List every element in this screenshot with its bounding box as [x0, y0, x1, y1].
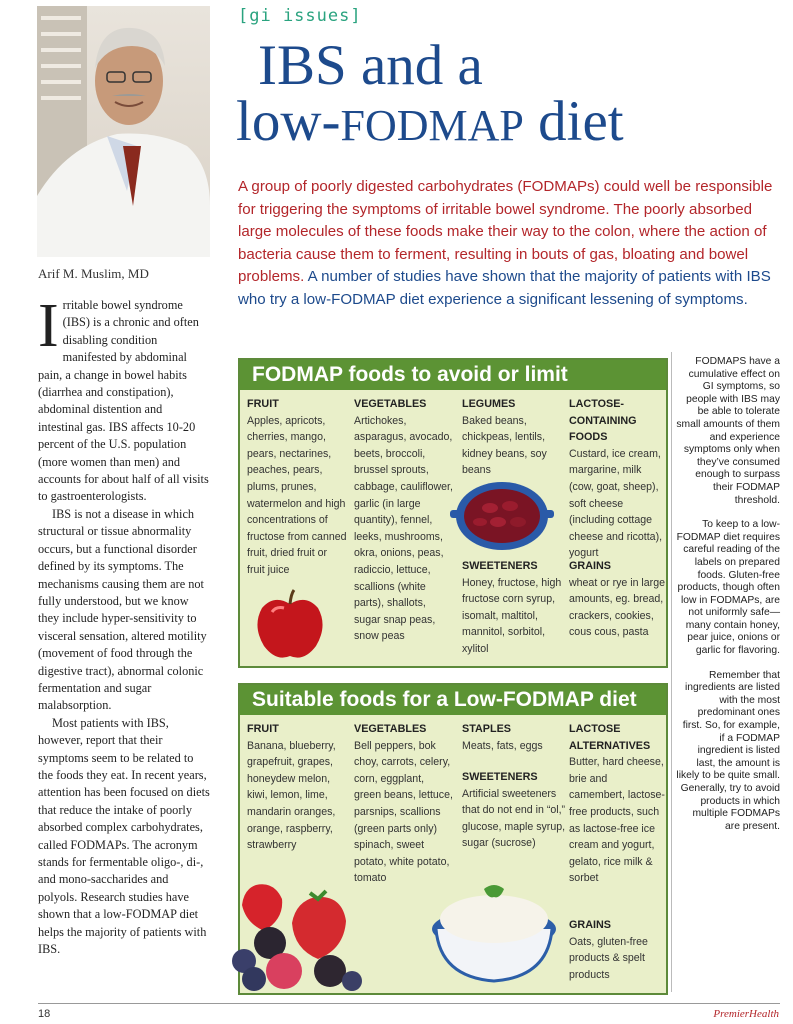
- article-paragraph: IBS is not a disease in which structural or tissue abnormality occurs, but a functional disorder defined by its symptoms. The mechanisms causing them are not fully understood, but we know they include hyper-sensitivity to visceral sensation, altered motility (movement of food through the digestive tract), abnormal colonic fermentation and sugar malabsorption.: [38, 506, 207, 713]
- avoid-sweeteners-column: SWEETENERS Honey, fructose, high fructose corn syrup, isomalt, maltitol, mannitol, sorbitol, xylitol: [462, 560, 562, 655]
- kidney-beans-bowl: [450, 478, 554, 554]
- avoid-legumes-column: LEGUMES Baked beans, chickpeas, lentils, kidney beans, soy beans: [462, 398, 547, 477]
- article-paragraph: Irritable bowel syndrome (IBS) is a chronic and often disabling condition manifested by abdominal pain, a change in bowel habits (diarrhea and constipation), abdominal distention and intestinal gas. IBS affects 10-20 percent of the U.S. population (more women than men) and accounts for about half of all visits to gastroenterologists.: [38, 292, 209, 504]
- suitable-sweeteners-column: SWEETENERS Artificial sweeteners that do not end in “ol,” glucose, maple syrup, sugar (sucrose): [462, 771, 566, 850]
- suitable-grains-column: GRAINS Oats, gluten-free products & spelt products: [569, 919, 648, 981]
- brand-logo: PremierHealth: [713, 1008, 779, 1020]
- author-photo: [37, 6, 210, 257]
- avoid-box-title: FODMAP foods to avoid or limit: [240, 360, 666, 390]
- suitable-foods-box: [238, 683, 668, 995]
- apple-illustration: [254, 588, 326, 662]
- sidebar-paragraph: To keep to a low-FODMAP diet requires careful reading of the labels on prepared foods. Gluten-free products, though often low in FODMAPs, are not uniformly safe—many contain honey, pear juice, onions or garlic for flavoring.: [676, 519, 780, 657]
- sidebar-paragraph: FODMAPS have a cumulative effect on GI symptoms, so people with IBS may be able to tolerate small amounts of them and experience symptoms only when they’ve consumed enough to surpass their FODMAP threshold.: [676, 356, 780, 506]
- suitable-vegetables-column: VEGETABLES Bell peppers, bok choy, carrots, celery, corn, eggplant, green beans, lettuce, parsnips, scallions (green parts only) spinach, sweet potato, white potato, tomato: [354, 723, 453, 885]
- page-number: 18: [38, 1008, 51, 1020]
- rice-bowl: [428, 881, 560, 985]
- page-title: IBS and a low-FODMAP diet: [236, 34, 624, 153]
- intro-text: A group of poorly digested carbohydrates (FODMAPs) could well be responsible for triggering the symptoms of irritable bowel syndrome. The poorly absorbed large molecules of these foods make their way to the colon, where the action of bacteria cause them to ferment, resulting in bouts of gas, bloating and bowel problems. A number of studies have shown that the majority of patients with IBS who try a low-FODMAP diet experience a significant lessening of symptoms.: [238, 178, 773, 308]
- section-kicker: [gi issues]: [238, 6, 362, 26]
- sidebar-divider: [671, 352, 672, 992]
- suitable-staples-column: STAPLES Meats, fats, eggs: [462, 723, 543, 752]
- sidebar-paragraph: Remember that ingredients are listed with the most predominant ones first. So, for example, if a FODMAP ingredient is listed last, the amount is likely to be quite small. Generally, try to avoid products in which multiple FODMAPs are present.: [676, 669, 780, 832]
- berries-illustration: [218, 877, 378, 993]
- avoid-grains-column: GRAINS wheat or rye in large amounts, eg. bread, crackers, cookies, cous cous, pasta: [569, 560, 665, 639]
- author-name: Arif M. Muslim, MD: [38, 266, 149, 281]
- author-portrait: [37, 6, 210, 257]
- footer-rule: [38, 1003, 780, 1004]
- drop-cap: I: [38, 292, 59, 360]
- suitable-lactose-column: LACTOSE ALTERNATIVES Butter, hard cheese, brie and camembert, lactose-free products, such as lactose-free ice cream and yogurt, gelato, rice milk & sorbet: [569, 723, 665, 885]
- article-body: [38, 292, 210, 958]
- avoid-lactose-column: LACTOSE-CONTAINING FOODS Custard, ice cream, margarine, milk (cow, goat, sheep), soft cheese (including cottage cheese and ricotta), yogurt: [569, 398, 663, 560]
- avoid-foods-box: [238, 358, 668, 668]
- article-paragraph: Most patients with IBS, however, report that their symptoms seem to be related to the foods they eat. In recent years, attention has been focused on diets that reduce the intake of poorly absorbed complex carbohydrates, called FODMAPs. The acronym stands for fermentable oligo-, di-, and mono-saccharides and polyols. Research studies have shown that a low-FODMAP diet helps the majority of patients with IBS.: [38, 715, 210, 957]
- suitable-box-title: Suitable foods for a Low-FODMAP diet: [240, 685, 666, 715]
- avoid-vegetables-column: VEGETABLES Artichokes, asparagus, avocado, beets, broccoli, brussel sprouts, cabbage, cauliflower, garlic (in large quantity), fennel, leeks, mushrooms, okra, onions, peas, radiccio, lettuce, scallions (white parts), shallots, sugar snap peas, snow peas: [354, 398, 453, 643]
- suitable-fruit-column: FRUIT Banana, blueberry, grapefruit, grapes, honeydew melon, kiwi, lemon, lime, mandarin oranges, orange, raspberry, strawberry: [247, 723, 336, 852]
- sidebar-notes: [676, 356, 780, 845]
- avoid-fruit-column: FRUIT Apples, apricots, cherries, mango, pears, nectarines, peaches, pears, plums, prunes, watermelon and high concentrations of fructose from canned fruit, dried fruit or fruit juice: [247, 398, 347, 576]
